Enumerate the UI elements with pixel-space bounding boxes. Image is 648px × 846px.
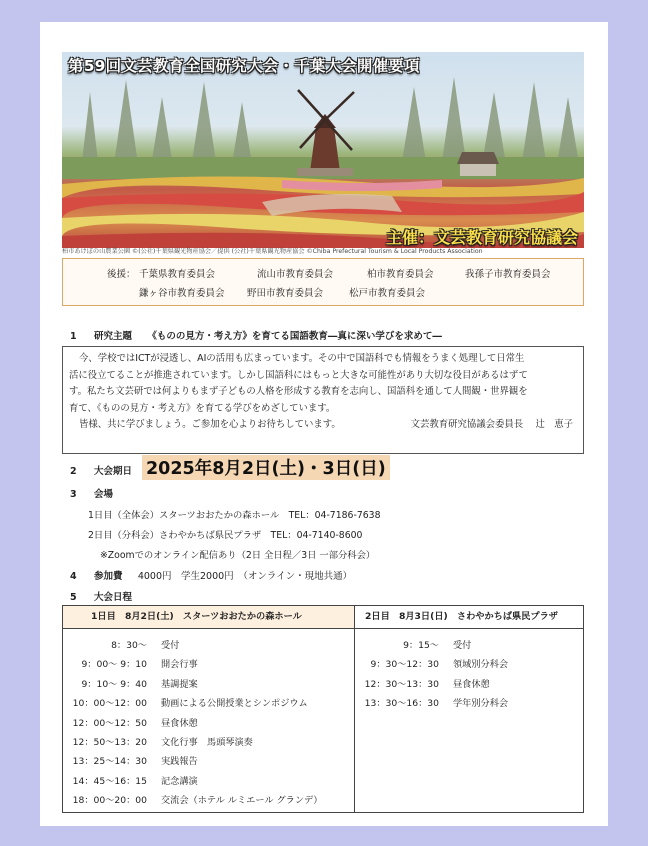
- organizer-label: 主催：文芸教育研究協議会: [385, 228, 578, 247]
- section-number: 1: [70, 331, 77, 342]
- theme-label: 研究主題: [94, 331, 133, 342]
- dates-label: 大会期日: [94, 466, 133, 477]
- schedule-event: 領域別分科会: [453, 659, 509, 671]
- schedule-event: 文化行事 馬頭琴演奏: [161, 737, 253, 748]
- schedule-time: 12：50～13：20: [72, 737, 147, 748]
- sponsor-item: 流山市教育委員会: [257, 269, 334, 280]
- schedule-row: [69, 676, 381, 690]
- venue-day2: 2日目（分科会）さわやかちば県民プラザ TEL：04-7140-8600: [88, 530, 363, 541]
- sponsor-item: 野田市教育委員会: [247, 288, 324, 299]
- photo-credit: 柏市あけぼの山農業公園 ©(公社)千葉県観光物産協会／提供 (公社)千葉県観光物産協会 ©Chiba Prefectural Tourism & Local Products Association: [62, 248, 483, 255]
- schedule-row: [363, 637, 648, 651]
- schedule-time: 9：10～ 9：40: [81, 678, 147, 690]
- fee-heading: [70, 568, 352, 582]
- schedule-row: [69, 637, 381, 651]
- schedule-event: 交流会（ホテル ルミエール グランデ）: [161, 795, 323, 807]
- schedule-row: [69, 792, 381, 806]
- schedule-time: 8：30～: [111, 640, 147, 651]
- schedule-event: 学年別分科会: [453, 698, 509, 710]
- schedule-row: [363, 676, 648, 690]
- venue-online-note: ※Zoomでのオンライン配信あり（2日 全日程／3日 一部分科会）: [100, 550, 376, 561]
- fee-value: 4000円 学生2000円 （オンライン・現地共通）: [137, 571, 353, 582]
- sponsor-item: 我孫子市教育委員会: [465, 269, 551, 280]
- header-divider: [63, 628, 583, 629]
- schedule-row: [363, 656, 648, 670]
- sponsors-label: 後援：: [107, 269, 136, 280]
- schedule-heading: [70, 589, 132, 603]
- schedule-time: 9：30～12：30: [370, 659, 439, 671]
- section-number: 4: [70, 571, 77, 582]
- venue-day1: 1日目（全体会）スターツおおたかの森ホール TEL：04-7186-7638: [88, 510, 381, 521]
- intro-message-box: [62, 346, 584, 454]
- schedule-row: [69, 734, 381, 748]
- dates-heading: [70, 463, 132, 477]
- schedule-event: 基調提案: [161, 678, 198, 690]
- schedule-time: 9：15～: [403, 640, 439, 651]
- schedule-row: [69, 715, 381, 729]
- sponsors-row-1: [107, 266, 577, 280]
- section-number: 2: [70, 466, 77, 477]
- section-number: 5: [70, 592, 77, 603]
- schedule-event: 動画による公開授業とシンポジウム: [161, 698, 308, 710]
- sponsor-item: 松戸市教育委員会: [349, 288, 426, 299]
- schedule-time: 10：00～12：00: [72, 698, 147, 710]
- schedule-event: 昼食休憩: [453, 678, 490, 690]
- intro-line: 育て、《ものの見方・考え方》を育てる学びをめざしています。: [69, 402, 336, 414]
- schedule-time: 12：00～12：50: [72, 717, 147, 729]
- intro-closing: 皆様、共に学びましょう。ご参加を心よりお待ちしています。: [79, 419, 341, 430]
- event-dates: 2025年8月2日(土)・3日(日): [142, 455, 390, 480]
- venue-heading: [70, 486, 113, 500]
- schedule-row: [69, 773, 381, 787]
- section-number: 3: [70, 489, 77, 500]
- schedule-time: 14：45～16：15: [72, 775, 147, 787]
- schedule-event: 実践報告: [161, 756, 198, 768]
- intro-signature: 文芸教育研究協議会委員長 辻 恵子: [410, 419, 573, 430]
- schedule-table: [62, 605, 584, 813]
- schedule-time: 12：30～13：30: [364, 678, 439, 690]
- schedule-row: [363, 695, 648, 709]
- schedule-time: 13：30～16：30: [364, 698, 439, 710]
- schedule-time: 18：00～20：00: [72, 795, 147, 807]
- sponsors-box: [62, 258, 584, 306]
- tulip-field-windmill-photo: [62, 52, 584, 248]
- schedule-row: [69, 656, 381, 670]
- schedule-time: 13：25～14：30: [72, 756, 147, 768]
- venue-label: 会場: [94, 489, 114, 500]
- sponsors-row-2: [139, 285, 579, 299]
- fee-label: 参加費: [94, 571, 123, 582]
- intro-line: 今、学校ではICTが浸透し、AIの活用も広まっています。その中で国語科でも情報をうまく処理して日常生: [79, 353, 525, 364]
- intro-line: す。私たち文芸研では何よりもまず子どもの人格を形成する教育を志向し、国語科を通して人間観・世界観を: [69, 386, 528, 397]
- schedule-event: 開会行事: [161, 659, 198, 671]
- flyer-sheet: [40, 22, 608, 826]
- theme-heading: [70, 328, 442, 342]
- schedule-event: 昼食休憩: [161, 717, 198, 729]
- sponsor-item: 鎌ヶ谷市教育委員会: [139, 288, 225, 299]
- schedule-row: [69, 695, 381, 709]
- theme-text: 《ものの見方・考え方》を育てる国語教育―真に深い学びを求めて―: [147, 331, 442, 342]
- intro-line: 活に役立てることが推進されています。しかし国語科にはもっと大きな可能性があり大切な役目があるはずて: [69, 369, 528, 381]
- schedule-row: [69, 753, 381, 767]
- hero-banner: [62, 52, 584, 248]
- schedule-event: 受付: [453, 640, 472, 651]
- sponsor-item: 柏市教育委員会: [367, 269, 434, 280]
- page-title: 第59回文芸教育全国研究大会・千葉大会開催要項: [68, 57, 420, 75]
- schedule-time: 9：00～ 9：10: [81, 659, 147, 671]
- schedule-event: 記念講演: [161, 775, 198, 787]
- schedule-label: 大会日程: [94, 592, 133, 603]
- schedule-event: 受付: [161, 640, 180, 651]
- day2-header: 2日目 8月3日(日) さわやかちば県民プラザ: [365, 611, 558, 622]
- intro-closing-line: [69, 417, 577, 434]
- day1-header: 1日目 8月2日(土) スターツおおたかの森ホール: [91, 611, 302, 622]
- sponsor-item: 千葉県教育委員会: [139, 269, 216, 280]
